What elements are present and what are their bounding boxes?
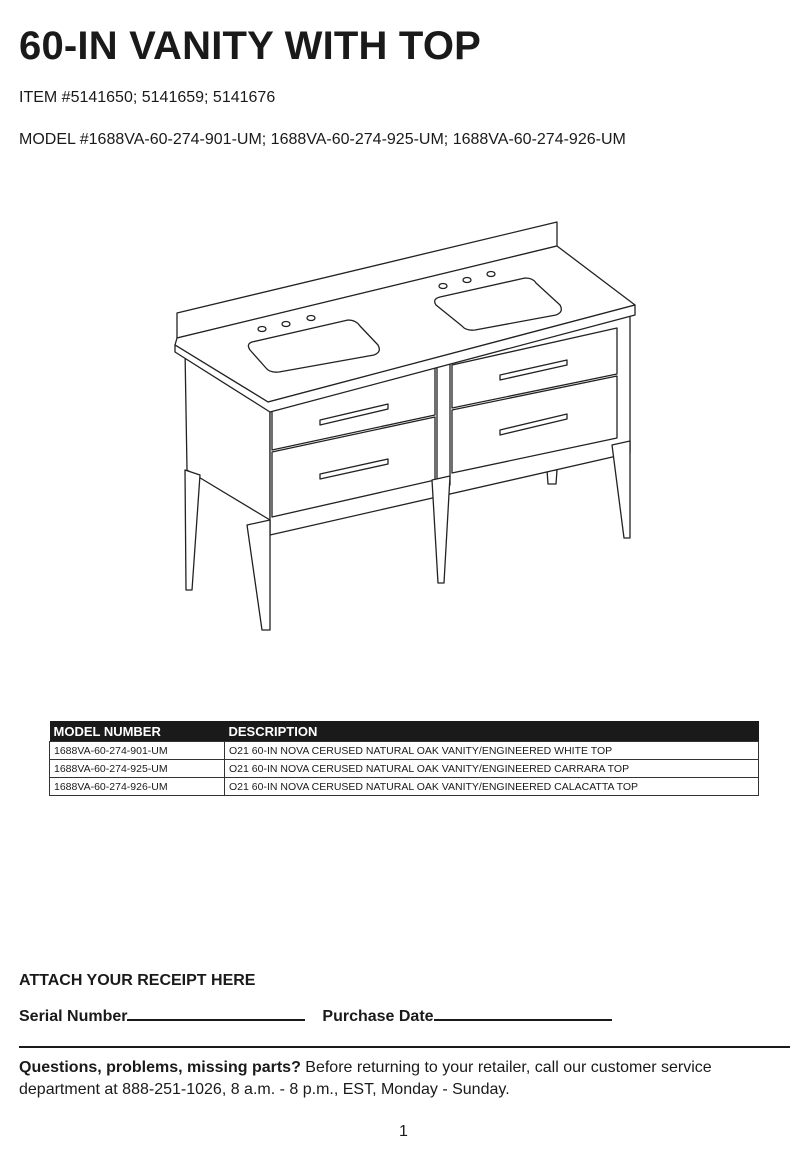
description-cell: O21 60-IN NOVA CERUSED NATURAL OAK VANITY/ENGINEERED WHITE TOP — [225, 742, 759, 760]
table-row — [50, 760, 759, 778]
side-leg-left — [185, 470, 200, 590]
purchase-date-blank[interactable] — [434, 1005, 612, 1021]
column-header-model: MODEL NUMBER — [50, 721, 225, 742]
item-numbers: ITEM #5141650; 5141659; 5141676 — [19, 89, 276, 106]
faucet-hole — [282, 322, 290, 327]
faucet-hole — [463, 278, 471, 283]
faucet-hole — [487, 272, 495, 277]
faucet-hole — [258, 327, 266, 332]
description-cell: O21 60-IN NOVA CERUSED NATURAL OAK VANITY/ENGINEERED CARRARA TOP — [225, 760, 759, 778]
front-leg-right — [612, 441, 630, 538]
faucet-hole — [439, 284, 447, 289]
table-row — [50, 742, 759, 760]
page-title: 60-IN VANITY WITH TOP — [19, 24, 482, 68]
customer-service-note — [19, 1057, 794, 1101]
model-cell: 1688VA-60-274-926-UM — [50, 778, 225, 796]
model-numbers: MODEL #1688VA-60-274-901-UM; 1688VA-60-274-925-UM; 1688VA-60-274-926-UM — [19, 131, 626, 148]
model-cell: 1688VA-60-274-901-UM — [50, 742, 225, 760]
center-stile — [437, 363, 450, 488]
front-leg-left — [247, 520, 270, 630]
serial-number-label: Serial Number — [19, 1008, 128, 1025]
contact-lead: Questions, problems, missing parts? — [19, 1059, 301, 1076]
section-divider — [19, 1046, 790, 1048]
table-row — [50, 778, 759, 796]
model-cell: 1688VA-60-274-925-UM — [50, 760, 225, 778]
purchase-date-label: Purchase Date — [322, 1008, 434, 1025]
page-number: 1 — [399, 1123, 408, 1140]
receipt-heading: ATTACH YOUR RECEIPT HERE — [19, 972, 256, 989]
table-header-row — [50, 721, 759, 742]
faucet-hole — [307, 316, 315, 321]
column-header-description: DESCRIPTION — [225, 721, 759, 742]
model-description-table — [49, 721, 759, 796]
front-leg-center — [432, 476, 450, 583]
contact-body: Before returning to your retailer, call our customer service department at 888-251-1026, 8 a.m. - 8 p.m., EST, Monday - Sunday. — [19, 1059, 712, 1098]
receipt-fields — [19, 1005, 612, 1026]
description-cell: O21 60-IN NOVA CERUSED NATURAL OAK VANITY/ENGINEERED CALACATTA TOP — [225, 778, 759, 796]
serial-number-blank[interactable] — [127, 1005, 305, 1021]
vanity-illustration — [160, 205, 660, 645]
